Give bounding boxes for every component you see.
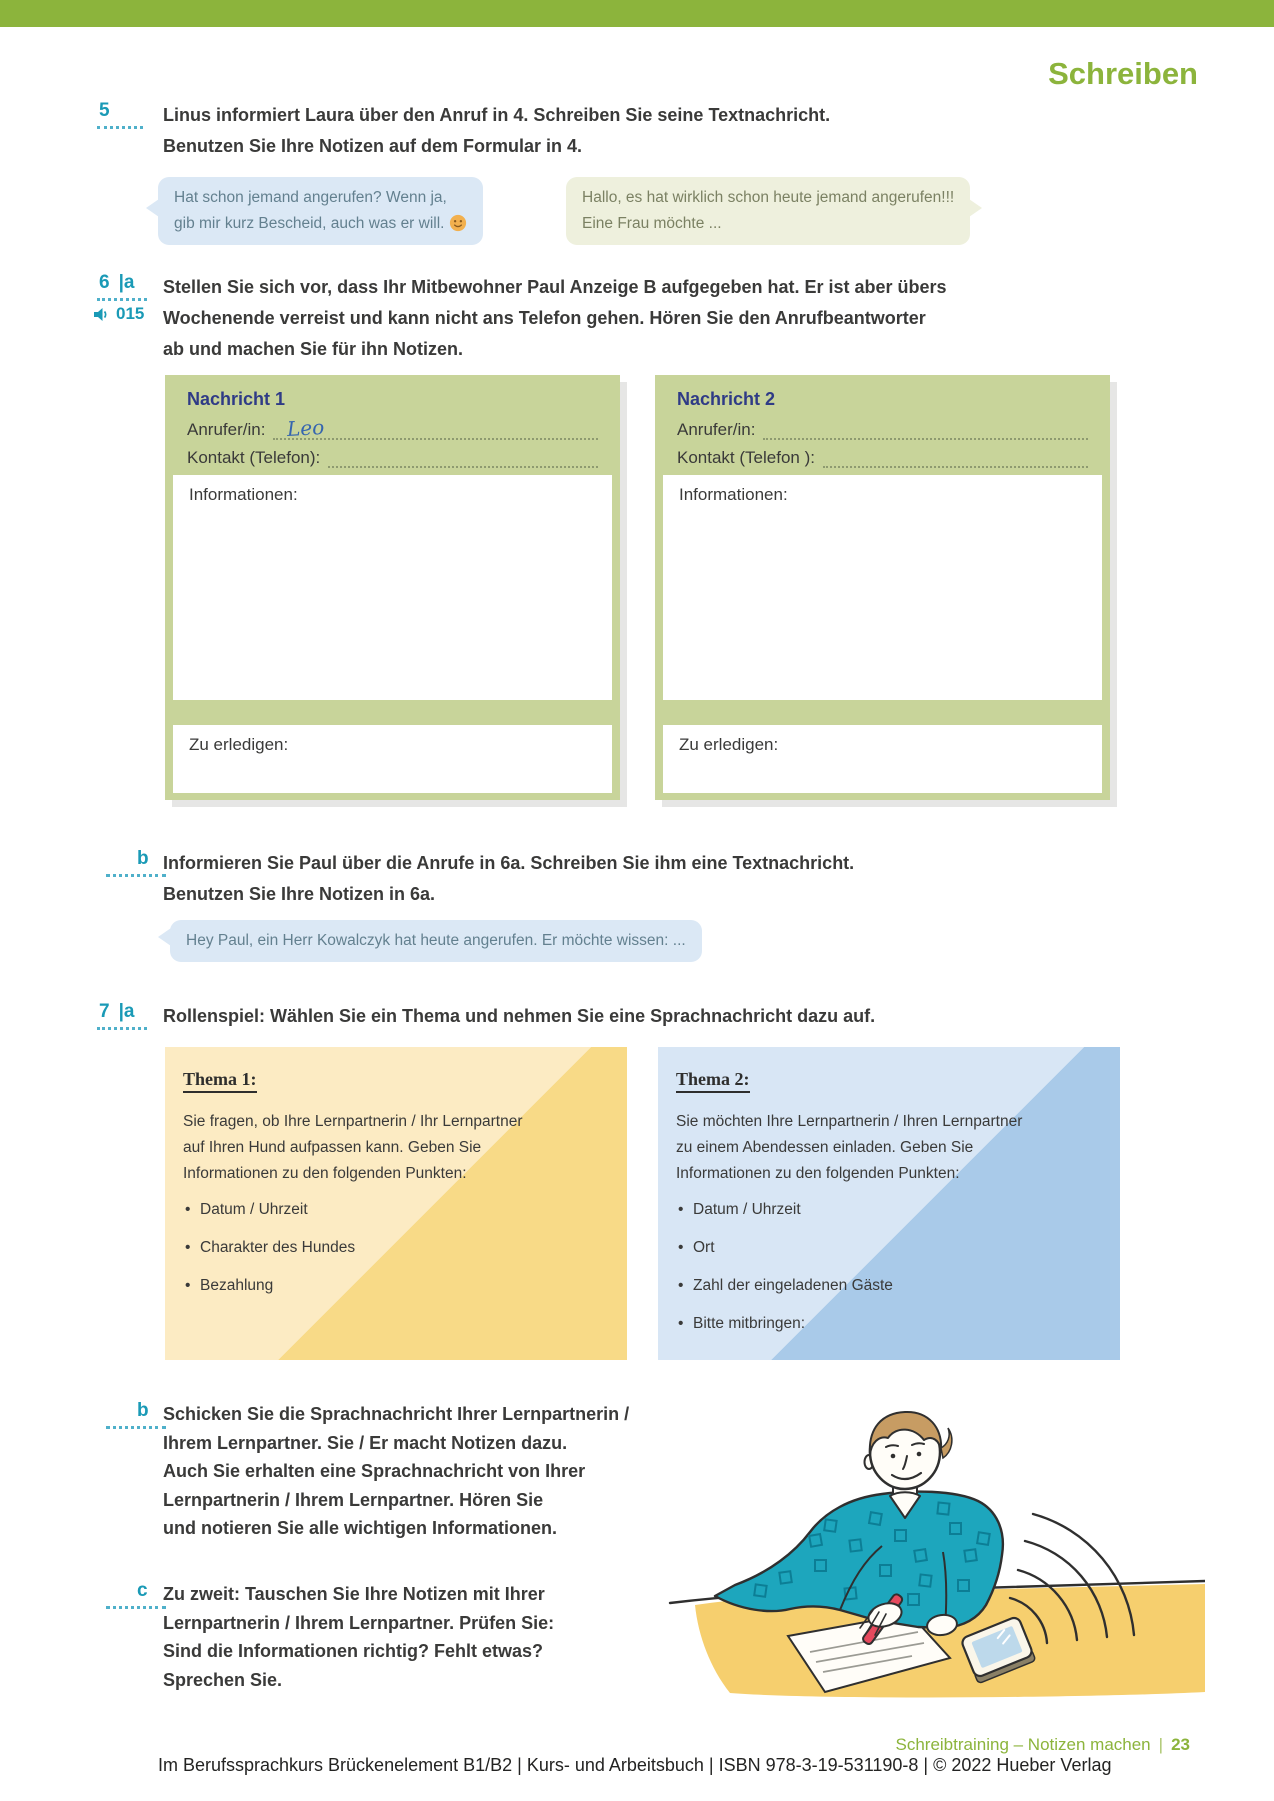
text-line: Linus informiert Laura über den Anruf in 4. Schreiben Sie seine Textnachricht. [163, 105, 831, 125]
exercise-7a-instruction [163, 1001, 875, 1032]
text-line: auf Ihren Hund aufpassen kann. Geben Sie [183, 1139, 482, 1156]
note-card-nachricht-1 [165, 375, 620, 800]
contact-row [677, 445, 1088, 468]
list-item: • Zahl der eingeladenen Gäste [676, 1273, 893, 1299]
caller-row [677, 417, 1088, 440]
exercise-5-instruction [163, 100, 830, 162]
chat-bubble-question [158, 177, 483, 245]
text-line: Auch Sie erhalten eine Sprachnachricht von Ihrer [163, 1461, 586, 1481]
field-label: Zu erledigen: [189, 735, 289, 754]
text-line: ab und machen Sie für ihn Notizen. [163, 339, 464, 359]
exercise-7b-marker [137, 1400, 149, 1422]
text-line: Lernpartnerin / Ihrem Lernpartner. Prüfen Sie: [163, 1612, 555, 1633]
text-line: zu einem Abendessen einladen. Geben Sie [676, 1139, 974, 1156]
text-line: Zu zweit: Tauschen Sie Ihre Notizen mit Ihrer [163, 1584, 545, 1604]
exercise-6b-marker [137, 848, 149, 870]
running-footer [896, 1735, 1191, 1755]
text-line: Schicken Sie die Sprachnachricht Ihrer Lernpartnerin / [163, 1404, 630, 1424]
audio-track-number: 015 [116, 304, 145, 323]
write-in-line [328, 445, 598, 468]
handwritten-caller-name: Leo [286, 415, 326, 441]
text-line: Informationen zu den folgenden Punkten: [676, 1165, 960, 1182]
exercise-7c-marker [137, 1580, 148, 1602]
page-section-title: Schreiben [1048, 56, 1198, 91]
informationen-field [663, 475, 1102, 700]
contact-label: Kontakt (Telefon): [187, 448, 321, 467]
imprint-line: Im Berufssprachkurs Brückenelement B1/B2 | Kurs- und Arbeitsbuch | ISBN 978-3-19-531190-8 | © 2022 Hueber Verlag [158, 1755, 1112, 1775]
text-line: Hallo, es hat wirklich schon heute jemand angerufen!!! [582, 189, 955, 206]
text-line: Sie möchten Ihre Lernpartnerin / Ihren Lernpartner [676, 1113, 1023, 1130]
smiley-face-icon [449, 214, 467, 232]
chat-bubble-example [170, 920, 702, 962]
zu-erledigen-field [173, 725, 612, 793]
text-line: Informationen zu den folgenden Punkten: [183, 1165, 467, 1182]
list-item: • Datum / Uhrzeit [183, 1197, 355, 1223]
exercise-letter: |a [118, 1001, 135, 1022]
text-line: Hey Paul, ein Herr Kowalczyk hat heute angerufen. Er möchte wissen: ... [186, 932, 686, 949]
text-line: Benutzen Sie Ihre Notizen auf dem Formular in 4. [163, 136, 583, 156]
text-line: Rollenspiel: Wählen Sie ein Thema und nehmen Sie eine Sprachnachricht dazu auf. [163, 1006, 876, 1026]
marker-dotted-line [106, 874, 166, 877]
exercise-7a-marker [99, 1001, 134, 1023]
exercise-number: 5 [99, 100, 110, 121]
text-line: Informieren Sie Paul über die Anrufe in 6a. Schreiben Sie ihm eine Textnachricht. [163, 853, 855, 873]
exercise-7b-instruction [163, 1400, 629, 1543]
chat-bubble-answer [566, 177, 970, 245]
exercise-letter: |a [118, 272, 135, 293]
marker-dotted-line [97, 1027, 147, 1030]
write-in-line [823, 445, 1088, 468]
exercise-letter: b [137, 1400, 149, 1421]
zu-erledigen-field [663, 725, 1102, 793]
man-taking-notes-illustration [660, 1400, 1205, 1700]
field-label: Zu erledigen: [679, 735, 779, 754]
footer-section-title: Schreibtraining – Notizen machen [895, 1735, 1151, 1754]
thema-2-card [658, 1047, 1120, 1360]
exercise-5-marker [99, 100, 110, 122]
list-item: • Bitte mitbringen: [676, 1311, 893, 1337]
contact-row [187, 445, 598, 468]
thema-description [183, 1109, 522, 1187]
caller-row [187, 417, 598, 440]
caller-label: Anrufer/in: [187, 420, 266, 439]
text-line: gib mir kurz Bescheid, auch was er will. [174, 211, 467, 237]
field-label: Informationen: [679, 485, 788, 504]
audio-track-label [94, 304, 144, 324]
text-line: Ihrem Lernpartner. Sie / Er macht Notizen dazu. [163, 1432, 568, 1453]
thema-1-card [165, 1047, 627, 1360]
text-line: Stellen Sie sich vor, dass Ihr Mitbewohner Paul Anzeige B aufgegeben hat. Er ist aber übers [163, 277, 947, 297]
note-card-title: Nachricht 2 [677, 389, 776, 409]
field-label: Informationen: [189, 485, 298, 504]
exercise-6a-instruction [163, 272, 947, 365]
page-number: 23 [1171, 1735, 1190, 1754]
speaker-icon [94, 307, 111, 322]
top-accent-bar [0, 0, 1274, 27]
write-in-line [273, 417, 598, 440]
write-in-line [763, 417, 1088, 440]
exercise-6b-instruction [163, 848, 854, 910]
exercise-number: 7 [99, 1001, 110, 1022]
exercise-6a-marker [99, 272, 134, 294]
thema-title: Thema 1: [183, 1069, 257, 1093]
thema-bullet-list [676, 1197, 893, 1349]
exercise-letter: b [137, 848, 149, 869]
exercise-7c-instruction [163, 1580, 554, 1694]
informationen-field [173, 475, 612, 700]
note-card-nachricht-2 [655, 375, 1110, 800]
marker-dotted-line [97, 126, 143, 129]
footer-separator: | [1158, 1735, 1164, 1754]
exercise-letter: c [137, 1580, 148, 1601]
text-line: Eine Frau möchte ... [582, 215, 722, 232]
thema-bullet-list [183, 1197, 355, 1311]
text-line: und notieren Sie alle wichtigen Informationen. [163, 1518, 558, 1538]
list-item: • Ort [676, 1235, 893, 1261]
list-item: • Datum / Uhrzeit [676, 1197, 893, 1223]
list-item: • Bezahlung [183, 1273, 355, 1299]
text-line: Lernpartnerin / Ihrem Lernpartner. Hören Sie [163, 1489, 544, 1510]
list-item: • Charakter des Hundes [183, 1235, 355, 1261]
thema-title: Thema 2: [676, 1069, 750, 1093]
marker-dotted-line [106, 1426, 166, 1429]
text-line: Sprechen Sie. [163, 1669, 283, 1690]
text-line: Sind die Informationen richtig? Fehlt etwas? [163, 1641, 544, 1661]
text-line: Sie fragen, ob Ihre Lernpartnerin / Ihr Lernpartner [183, 1113, 523, 1130]
marker-dotted-line [97, 298, 147, 301]
marker-dotted-line [106, 1606, 166, 1609]
text-line: Wochenende verreist und kann nicht ans Telefon gehen. Hören Sie den Anrufbeantworter [163, 308, 926, 328]
thema-description [676, 1109, 1022, 1187]
caller-label: Anrufer/in: [677, 420, 756, 439]
contact-label: Kontakt (Telefon ): [677, 448, 815, 467]
exercise-number: 6 [99, 272, 110, 293]
note-card-title: Nachricht 1 [187, 389, 286, 409]
text-line: Benutzen Sie Ihre Notizen in 6a. [163, 884, 436, 904]
text-line: Hat schon jemand angerufen? Wenn ja, [174, 189, 447, 206]
